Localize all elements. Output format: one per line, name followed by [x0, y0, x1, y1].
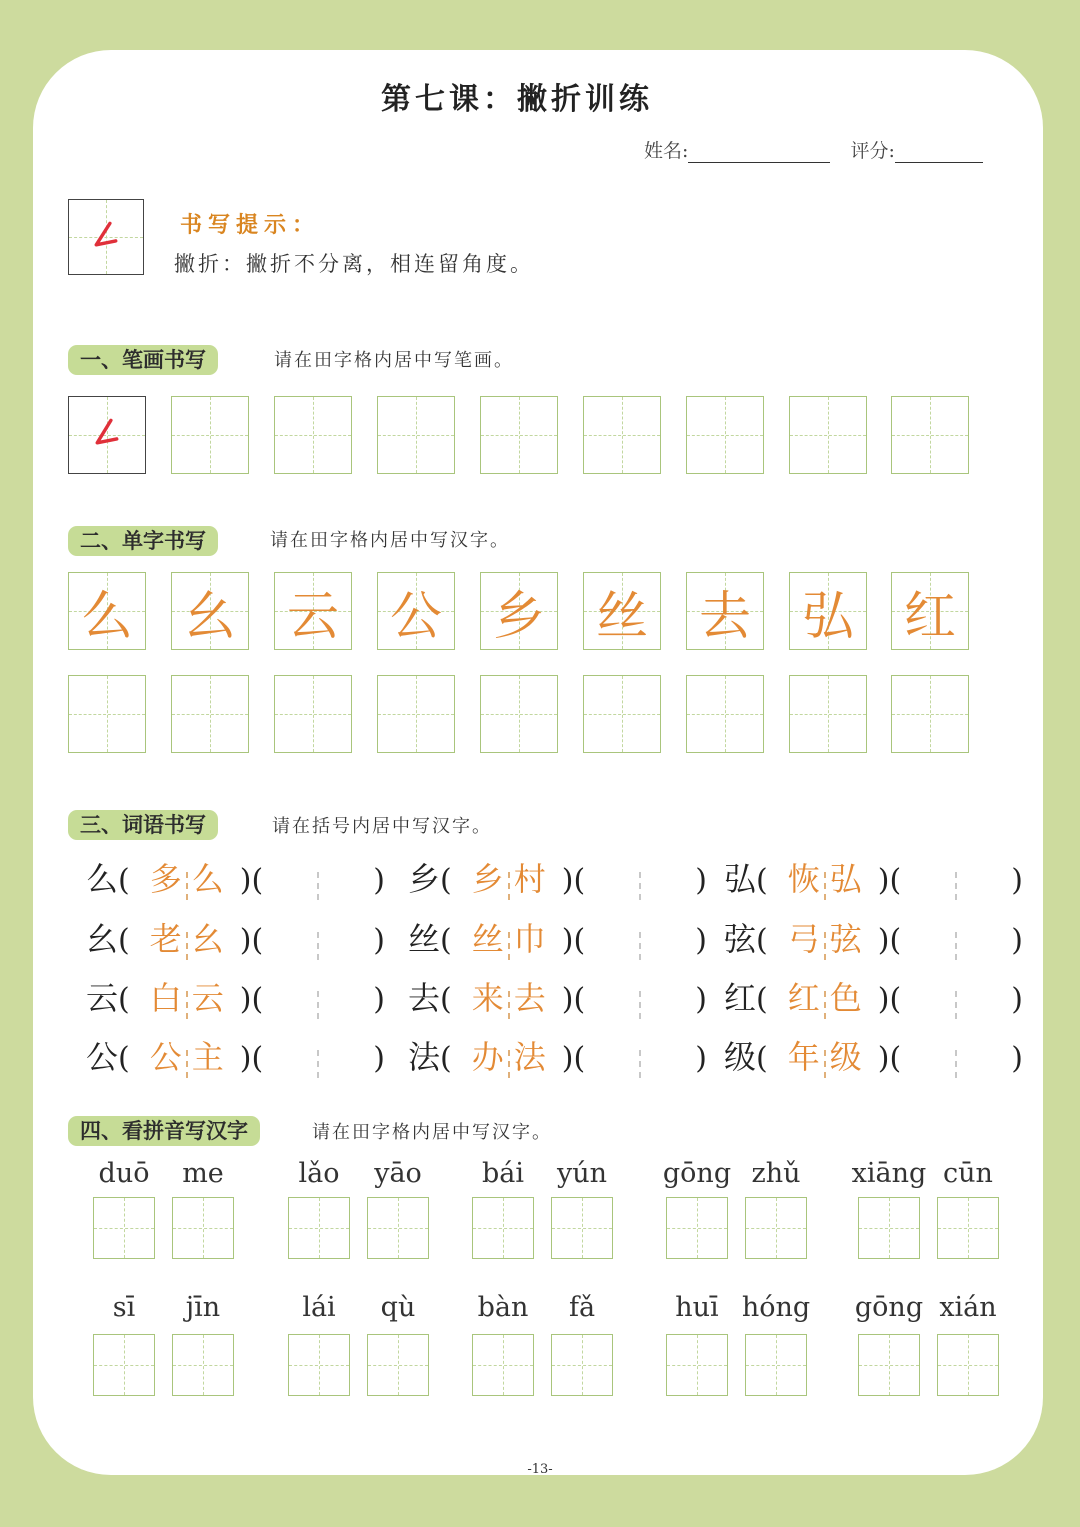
writing-grid[interactable] [93, 1197, 155, 1259]
tip-text: 撇折：撇折不分离，相连留角度。 [174, 252, 534, 276]
score-label: 评分: [850, 140, 895, 162]
writing-grid[interactable] [745, 1197, 807, 1259]
example-word-char: 法 [513, 1038, 546, 1076]
char-divider [317, 1050, 319, 1078]
char-divider [639, 872, 641, 900]
example-word-char: 老 [149, 920, 182, 958]
writing-grid[interactable] [666, 1334, 728, 1396]
writing-grid[interactable] [480, 675, 558, 753]
pie-zhe-stroke-icon [69, 200, 143, 274]
char-divider [508, 991, 510, 1019]
word-exercise [408, 854, 707, 898]
open-paren: ( [756, 923, 768, 958]
word-blank[interactable] [901, 991, 1011, 1019]
open-paren: ( [756, 982, 768, 1017]
base-character: 去 [408, 979, 441, 1017]
pinyin-label: huī [675, 1292, 719, 1323]
open-paren: ( [756, 863, 768, 898]
example-word-char: 白 [149, 979, 182, 1017]
char-divider [955, 932, 957, 960]
writing-grid[interactable] [172, 1197, 234, 1259]
close-paren: ) [695, 863, 707, 898]
model-character: 幺 [183, 586, 236, 647]
example-word-char: 色 [829, 979, 862, 1017]
character-model-grid [891, 572, 969, 650]
word-blank[interactable] [263, 1050, 373, 1078]
writing-grid[interactable] [745, 1334, 807, 1396]
pinyin-label: sī [112, 1292, 136, 1323]
word-exercise [408, 1032, 707, 1076]
character-model-grid [789, 572, 867, 650]
section1-instruction: 请在田字格内居中写笔画。 [274, 350, 514, 371]
base-character: 乡 [408, 860, 441, 898]
close-paren: )( [561, 863, 586, 898]
base-character: 弘 [724, 860, 757, 898]
writing-grid[interactable] [288, 1334, 350, 1396]
writing-grid[interactable] [68, 675, 146, 753]
model-character: 去 [698, 586, 751, 647]
close-paren: ) [1011, 923, 1023, 958]
close-paren: ) [695, 923, 707, 958]
close-paren: ) [373, 982, 385, 1017]
char-divider [317, 932, 319, 960]
word-blank[interactable] [585, 991, 695, 1019]
writing-grid[interactable] [480, 396, 558, 474]
writing-grid[interactable] [789, 396, 867, 474]
writing-grid[interactable] [377, 675, 455, 753]
writing-grid[interactable] [858, 1334, 920, 1396]
example-word-char: 幺 [191, 920, 224, 958]
word-blank[interactable] [585, 1050, 695, 1078]
writing-grid[interactable] [472, 1197, 534, 1259]
char-divider [186, 991, 188, 1019]
char-divider [824, 872, 826, 900]
writing-grid[interactable] [891, 396, 969, 474]
model-character: 丝 [595, 586, 648, 647]
close-paren: )( [877, 923, 902, 958]
pinyin-label: fǎ [568, 1292, 596, 1323]
section3-instruction: 请在括号内居中写汉字。 [272, 816, 492, 837]
char-divider [824, 991, 826, 1019]
example-word-char: 来 [471, 979, 504, 1017]
close-paren: )( [877, 863, 902, 898]
open-paren: ( [440, 863, 452, 898]
base-character: 公 [86, 1038, 119, 1076]
character-model-grid [480, 572, 558, 650]
writing-grid[interactable] [858, 1197, 920, 1259]
page-number: -13- [527, 1462, 553, 1477]
word-exercise [724, 854, 1023, 898]
section4-instruction: 请在田字格内居中写汉字。 [312, 1122, 552, 1143]
example-word-char: 年 [787, 1038, 820, 1076]
word-blank[interactable] [585, 872, 695, 900]
model-character: 公 [389, 586, 442, 647]
example-word-char: 巾 [513, 920, 546, 958]
word-blank[interactable] [901, 932, 1011, 960]
writing-grid[interactable] [472, 1334, 534, 1396]
section2-instruction: 请在田字格内居中写汉字。 [270, 530, 510, 551]
word-exercise [724, 973, 1023, 1017]
writing-grid[interactable] [367, 1197, 429, 1259]
name-score-line [644, 136, 983, 163]
pinyin-label: jīn [185, 1292, 221, 1323]
close-paren: ) [373, 1041, 385, 1076]
pinyin-label: gōng [662, 1158, 732, 1189]
close-paren: ) [373, 923, 385, 958]
word-blank[interactable] [901, 872, 1011, 900]
char-divider [317, 991, 319, 1019]
writing-grid[interactable] [377, 396, 455, 474]
section3-label: 三、词语书写 [68, 810, 218, 840]
open-paren: ( [118, 982, 130, 1017]
writing-grid[interactable] [93, 1334, 155, 1396]
word-exercise [86, 914, 385, 958]
tip-stroke-box [68, 199, 144, 275]
open-paren: ( [440, 923, 452, 958]
page-title: 第七课：撇折训练 [381, 82, 653, 117]
model-character: 云 [286, 586, 339, 647]
pinyin-label: qù [380, 1292, 416, 1323]
example-word-char: 乡 [471, 860, 504, 898]
close-paren: )( [561, 982, 586, 1017]
close-paren: )( [877, 982, 902, 1017]
word-blank[interactable] [263, 991, 373, 1019]
writing-grid[interactable] [551, 1197, 613, 1259]
base-character: 弦 [724, 920, 757, 958]
writing-grid[interactable] [172, 1334, 234, 1396]
character-model-grid [583, 572, 661, 650]
close-paren: ) [695, 982, 707, 1017]
writing-grid[interactable] [666, 1197, 728, 1259]
model-character: 么 [80, 586, 133, 647]
char-divider [639, 991, 641, 1019]
word-blank[interactable] [263, 932, 373, 960]
word-exercise [86, 854, 385, 898]
character-model-grid [171, 572, 249, 650]
writing-grid[interactable] [891, 675, 969, 753]
char-divider [508, 872, 510, 900]
base-character: 红 [724, 979, 757, 1017]
pinyin-label: bái [481, 1158, 525, 1189]
example-word-char: 村 [513, 860, 546, 898]
close-paren: ) [695, 1041, 707, 1076]
base-character: 级 [724, 1038, 757, 1076]
word-exercise [86, 1032, 385, 1076]
close-paren: )( [239, 982, 264, 1017]
open-paren: ( [756, 1041, 768, 1076]
pie-zhe-stroke-icon [69, 397, 145, 473]
example-word-char: 红 [787, 979, 820, 1017]
example-word-char: 云 [191, 979, 224, 1017]
example-word-char: 级 [829, 1038, 862, 1076]
open-paren: ( [440, 982, 452, 1017]
writing-grid[interactable] [937, 1334, 999, 1396]
writing-grid[interactable] [789, 675, 867, 753]
example-word-char: 么 [191, 860, 224, 898]
pinyin-label: zhǔ [751, 1158, 801, 1189]
writing-grid[interactable] [583, 396, 661, 474]
example-word-char: 公 [149, 1038, 182, 1076]
pinyin-label: xiāng [851, 1158, 927, 1189]
character-model-grid [686, 572, 764, 650]
writing-grid[interactable] [937, 1197, 999, 1259]
pinyin-label: duō [98, 1158, 150, 1189]
character-model-grid [274, 572, 352, 650]
model-character: 弘 [801, 586, 854, 647]
character-model-grid [377, 572, 455, 650]
word-blank[interactable] [901, 1050, 1011, 1078]
writing-grid[interactable] [274, 675, 352, 753]
pinyin-label: bàn [477, 1292, 529, 1323]
word-exercise [724, 914, 1023, 958]
example-word-char: 主 [191, 1038, 224, 1076]
pinyin-label: hóng [741, 1292, 811, 1323]
character-model-grid [68, 572, 146, 650]
pinyin-label: lǎo [298, 1158, 340, 1189]
example-word-char: 弦 [829, 920, 862, 958]
writing-grid[interactable] [288, 1197, 350, 1259]
close-paren: ) [1011, 982, 1023, 1017]
close-paren: ) [1011, 863, 1023, 898]
word-exercise [408, 973, 707, 1017]
example-word-char: 恢 [787, 860, 820, 898]
word-blank[interactable] [585, 932, 695, 960]
score-field[interactable] [895, 144, 983, 163]
char-divider [955, 1050, 957, 1078]
char-divider [955, 872, 957, 900]
pinyin-label: gōng [854, 1292, 924, 1323]
close-paren: )( [561, 1041, 586, 1076]
base-character: 幺 [86, 920, 119, 958]
word-exercise [86, 973, 385, 1017]
writing-grid[interactable] [367, 1334, 429, 1396]
close-paren: )( [239, 923, 264, 958]
open-paren: ( [118, 863, 130, 898]
name-field[interactable] [688, 144, 830, 163]
example-word-char: 多 [149, 860, 182, 898]
writing-grid[interactable] [686, 396, 764, 474]
word-blank[interactable] [263, 872, 373, 900]
char-divider [186, 932, 188, 960]
writing-grid[interactable] [171, 396, 249, 474]
section2-label: 二、单字书写 [68, 526, 218, 556]
close-paren: ) [1011, 1041, 1023, 1076]
pinyin-label: xián [939, 1292, 997, 1323]
char-divider [639, 1050, 641, 1078]
char-divider [317, 872, 319, 900]
section4-label: 四、看拼音写汉字 [68, 1116, 260, 1146]
example-word-char: 去 [513, 979, 546, 1017]
char-divider [508, 932, 510, 960]
char-divider [186, 872, 188, 900]
base-character: 云 [86, 979, 119, 1017]
model-character: 红 [903, 586, 956, 647]
writing-grid[interactable] [686, 675, 764, 753]
sample-stroke-grid [68, 396, 146, 474]
section1-label: 一、笔画书写 [68, 345, 218, 375]
close-paren: )( [239, 1041, 264, 1076]
writing-grid[interactable] [274, 396, 352, 474]
tip-title: 书写提示： [180, 213, 321, 238]
writing-grid[interactable] [583, 675, 661, 753]
char-divider [955, 991, 957, 1019]
pinyin-label: yún [556, 1158, 608, 1189]
open-paren: ( [118, 1041, 130, 1076]
pinyin-label: lái [302, 1292, 336, 1323]
char-divider [639, 932, 641, 960]
writing-grid[interactable] [171, 675, 249, 753]
close-paren: ) [373, 863, 385, 898]
close-paren: )( [877, 1041, 902, 1076]
pinyin-label: cūn [943, 1158, 993, 1189]
pinyin-label: me [182, 1158, 224, 1189]
example-word-char: 弘 [829, 860, 862, 898]
pinyin-label: yāo [374, 1158, 422, 1189]
base-character: 法 [408, 1038, 441, 1076]
open-paren: ( [118, 923, 130, 958]
writing-grid[interactable] [551, 1334, 613, 1396]
open-paren: ( [440, 1041, 452, 1076]
name-label: 姓名: [644, 140, 689, 162]
word-exercise [408, 914, 707, 958]
char-divider [824, 932, 826, 960]
close-paren: )( [561, 923, 586, 958]
close-paren: )( [239, 863, 264, 898]
word-exercise [724, 1032, 1023, 1076]
base-character: 丝 [408, 920, 441, 958]
char-divider [186, 1050, 188, 1078]
model-character: 乡 [492, 586, 545, 647]
char-divider [508, 1050, 510, 1078]
example-word-char: 办 [471, 1038, 504, 1076]
base-character: 么 [86, 860, 119, 898]
char-divider [824, 1050, 826, 1078]
example-word-char: 弓 [787, 920, 820, 958]
example-word-char: 丝 [471, 920, 504, 958]
